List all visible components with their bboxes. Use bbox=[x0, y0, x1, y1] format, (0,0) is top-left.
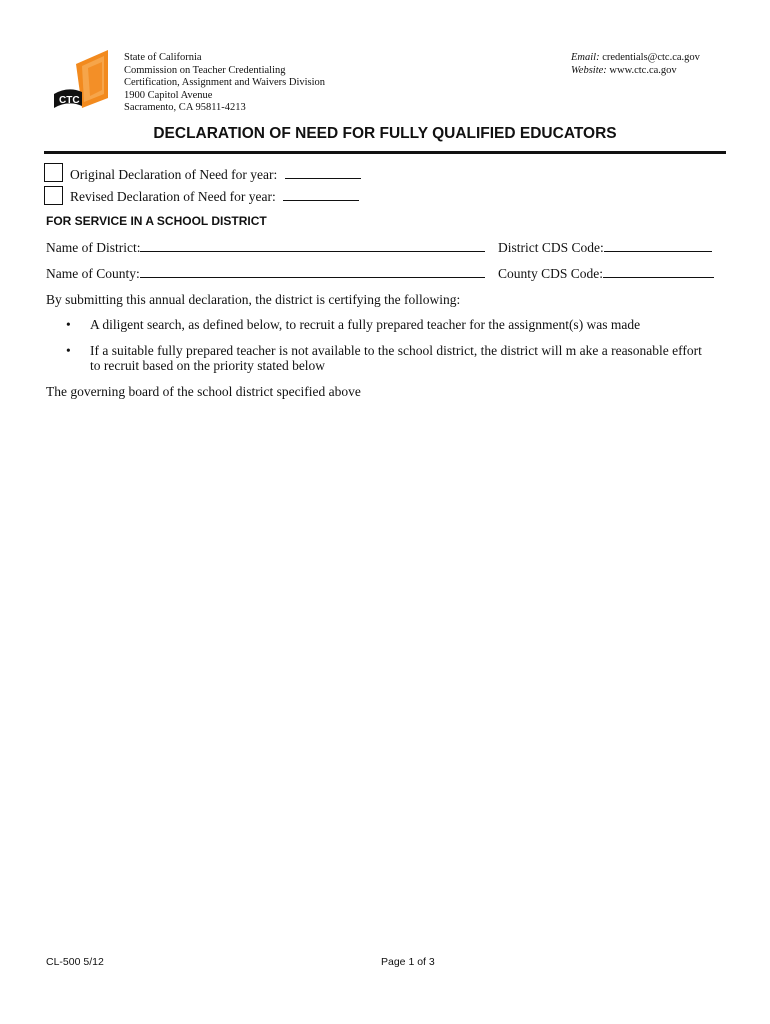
logo-text: CTC bbox=[59, 95, 80, 106]
district-name-row bbox=[46, 239, 485, 256]
district-cds-input[interactable] bbox=[604, 239, 712, 252]
county-cds-label: County CDS Code: bbox=[498, 266, 604, 281]
ctc-book-icon bbox=[52, 48, 116, 114]
governing-board-text: The governing board of the school district specified above bbox=[46, 384, 361, 399]
county-name-input[interactable] bbox=[140, 265, 485, 278]
bullet-icon: • bbox=[66, 343, 71, 358]
title-rule bbox=[44, 151, 726, 154]
original-declaration-row bbox=[70, 166, 361, 183]
district-name-label: Name of District: bbox=[46, 240, 141, 255]
county-name-row bbox=[46, 265, 485, 282]
district-cds-row bbox=[498, 239, 712, 256]
original-declaration-checkbox[interactable] bbox=[44, 163, 63, 182]
county-name-label: Name of County: bbox=[46, 266, 140, 281]
revised-year-field[interactable] bbox=[283, 188, 359, 201]
form-title: DECLARATION OF NEED FOR FULLY QUALIFIED EDUCATORS bbox=[153, 125, 617, 142]
bullet-item-continuation: to recruit based on the priority stated below bbox=[90, 358, 326, 373]
bullet-item: A diligent search, as defined below, to recruit a fully prepared teacher for the assignment(s) was made bbox=[90, 317, 641, 332]
website-label: Website: bbox=[571, 64, 607, 76]
address-line: Sacramento, CA 95811-4213 bbox=[124, 102, 246, 113]
email-link[interactable]: credentials@ctc.ca.gov bbox=[602, 52, 700, 63]
revised-declaration-row bbox=[70, 188, 359, 205]
website-link[interactable]: www.ctc.ca.gov bbox=[609, 64, 677, 76]
agency-address bbox=[124, 52, 325, 115]
address-line: 1900 Capitol Avenue bbox=[124, 89, 213, 101]
county-cds-row bbox=[498, 265, 714, 282]
original-declaration-label: Original Declaration of Need for year: bbox=[70, 167, 278, 182]
ctc-logo bbox=[52, 48, 116, 114]
district-name-input[interactable] bbox=[140, 239, 485, 252]
address-line: Commission on Teacher Credentialing bbox=[124, 64, 286, 76]
contact-info bbox=[571, 52, 700, 77]
address-line: Certification, Assignment and Waivers Division bbox=[124, 77, 326, 88]
page-number: Page 1 of 3 bbox=[381, 956, 435, 968]
original-year-field[interactable] bbox=[285, 166, 361, 179]
certification-intro: By submitting this annual declaration, the district is certifying the following: bbox=[46, 292, 461, 307]
section-heading: FOR SERVICE IN A SCHOOL DISTRICT bbox=[46, 214, 267, 228]
form-id: CL-500 5/12 bbox=[46, 956, 104, 968]
email-label: Email: bbox=[571, 52, 600, 63]
revised-declaration-label: Revised Declaration of Need for year: bbox=[70, 189, 276, 204]
address-line: State of California bbox=[124, 52, 202, 63]
bullet-icon: • bbox=[66, 317, 71, 332]
district-cds-label: District CDS Code: bbox=[498, 240, 604, 255]
bullet-item: If a suitable fully prepared teacher is not available to the school district, the district will m ake a reasonable effort bbox=[90, 343, 702, 358]
county-cds-input[interactable] bbox=[603, 265, 714, 278]
revised-declaration-checkbox[interactable] bbox=[44, 186, 63, 205]
